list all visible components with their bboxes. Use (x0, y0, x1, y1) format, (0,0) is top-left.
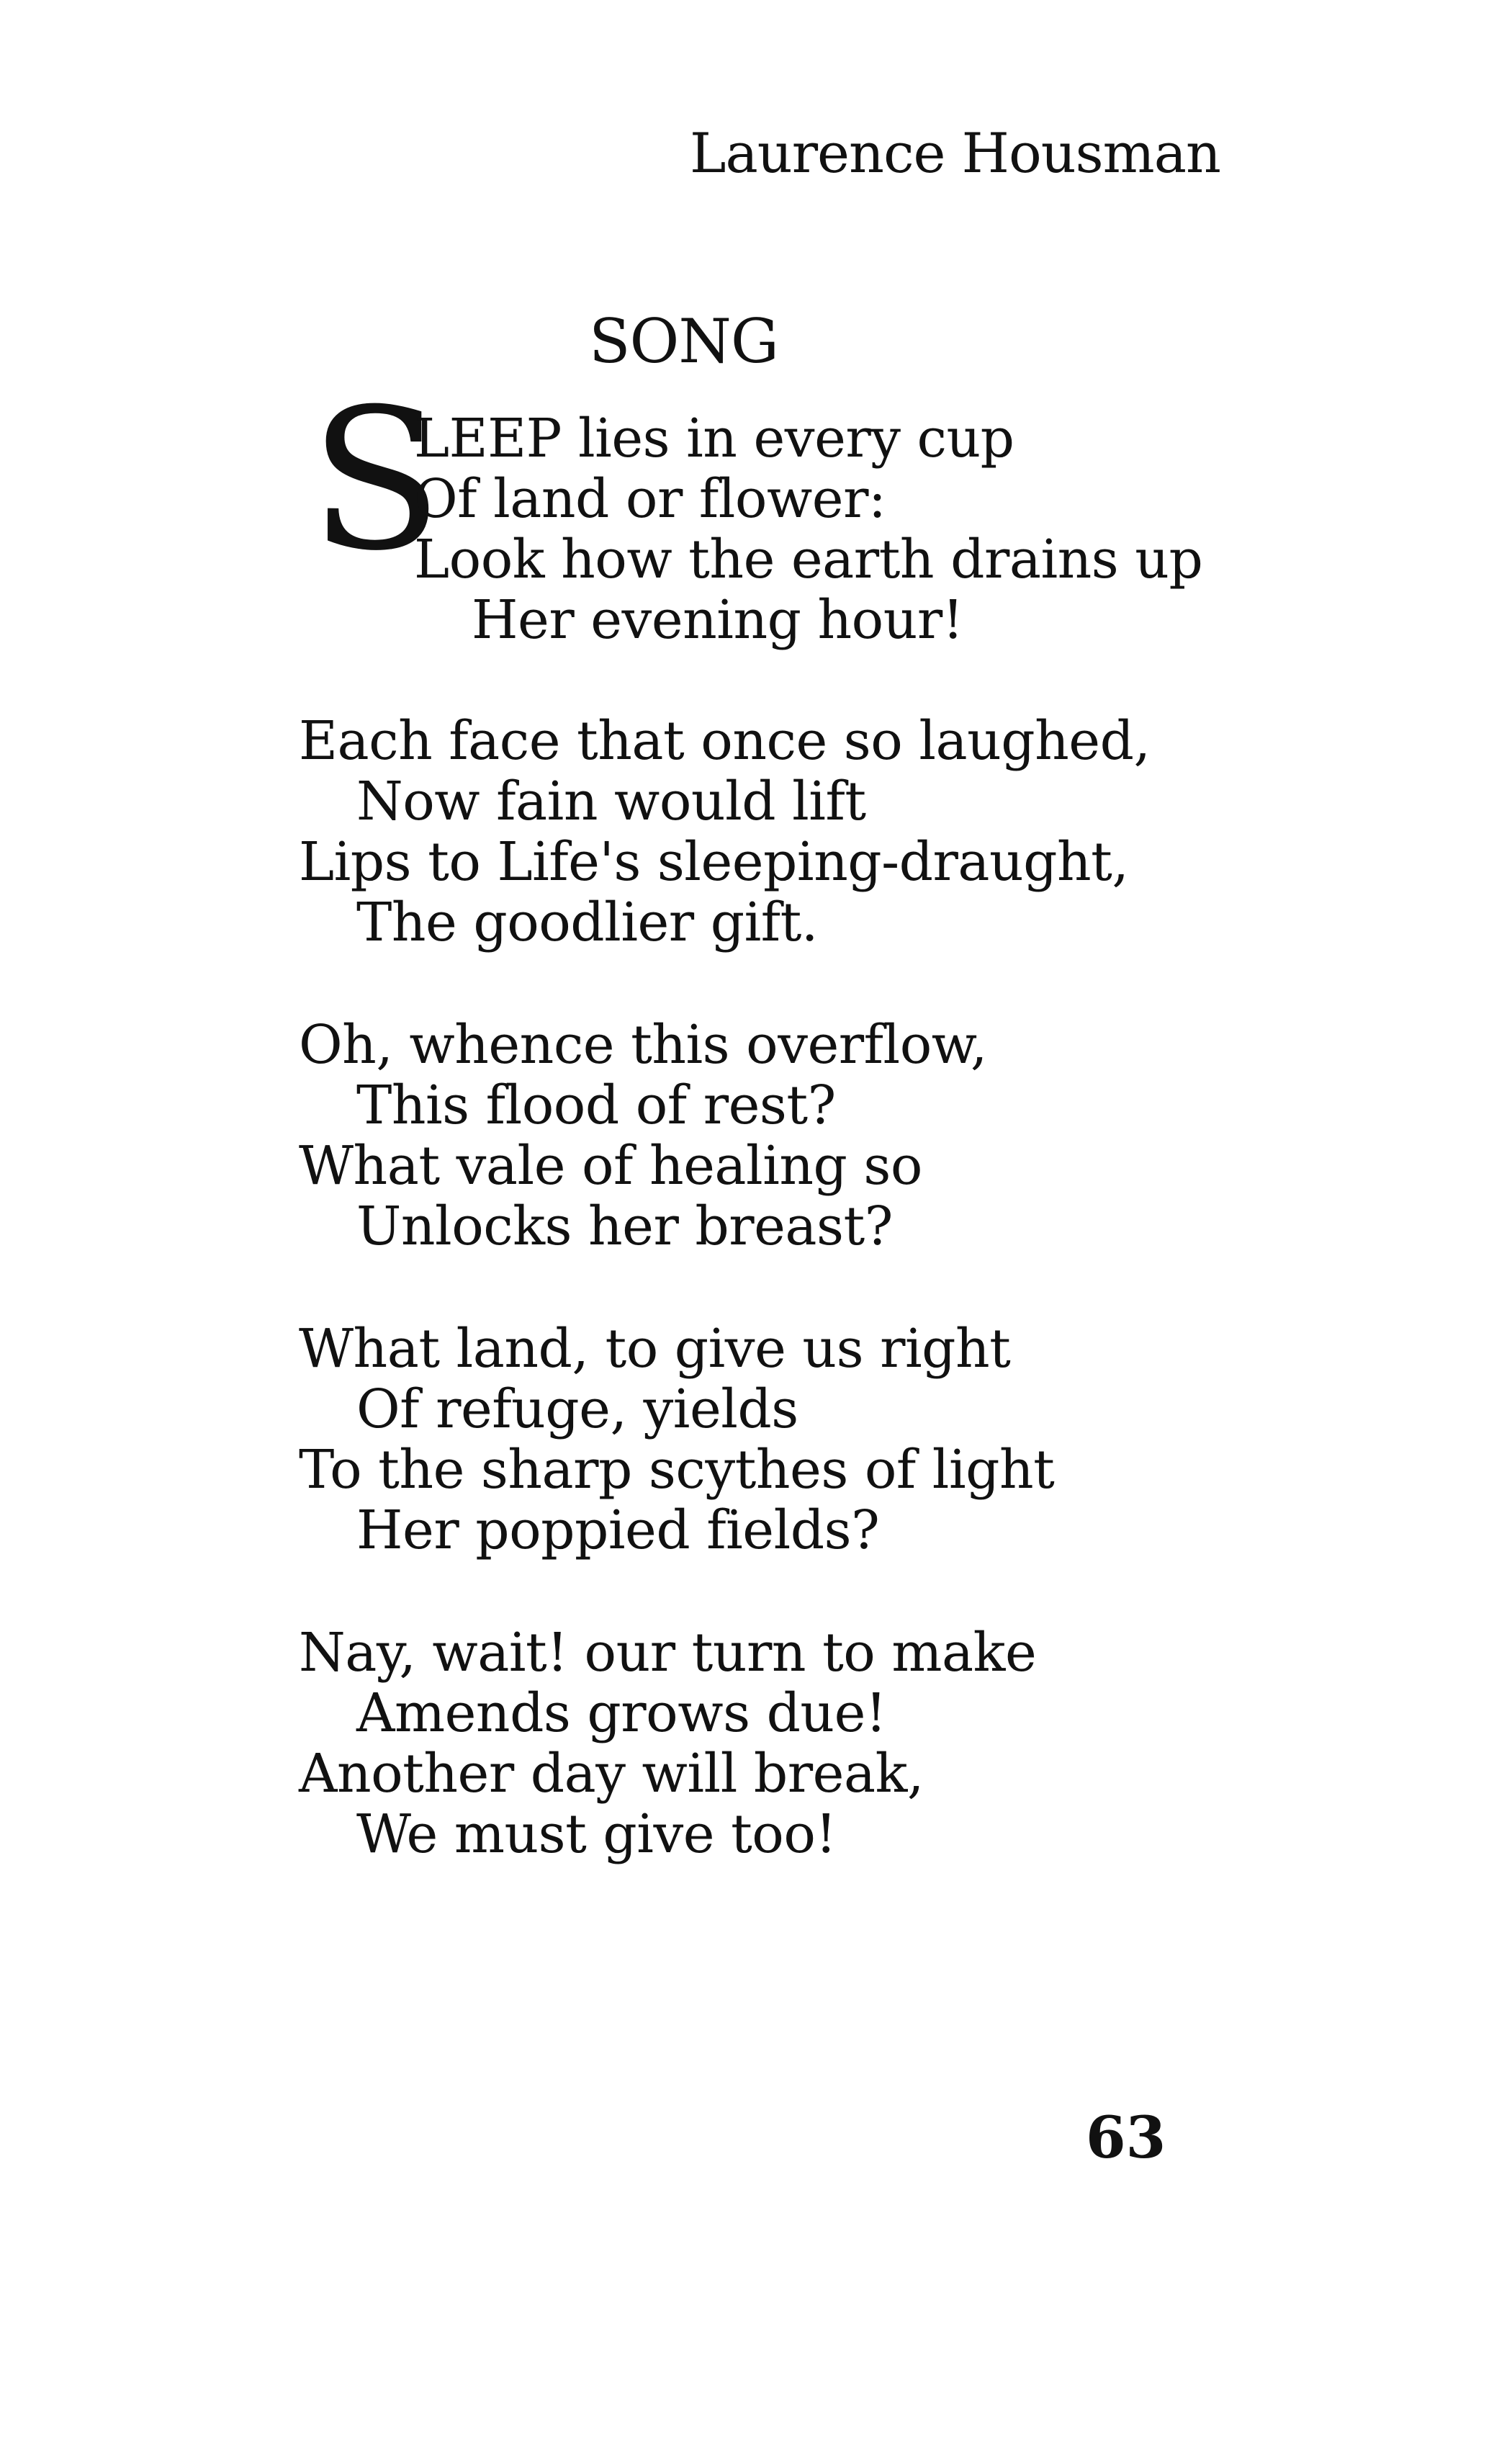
poem-line: Oh, whence this overflow, (299, 1014, 987, 1076)
poem-line: What land, to give us right (299, 1318, 1011, 1380)
poem-line: Unlocks her breast? (356, 1195, 893, 1257)
poem-line: Each face that once so laughed, (299, 710, 1151, 772)
poem-line: Of refuge, yields (356, 1378, 798, 1440)
poem-line: The goodlier gift. (356, 892, 818, 953)
poem-line: We must give too! (356, 1803, 837, 1865)
page-number: 63 (1086, 2104, 1166, 2171)
poem-line: Her poppied fields? (356, 1499, 880, 1561)
poem-line: Now fain would lift (356, 771, 866, 832)
poem-line: Lips to Life's sleeping-draught, (299, 831, 1129, 893)
poem-line: Another day will break, (299, 1743, 924, 1805)
poem-line: To the sharp scythes of light (299, 1439, 1055, 1501)
poem-line: Of land or flower: (414, 468, 886, 530)
running-header-author: Laurence Housman (690, 121, 1220, 185)
poem-title: SONG (589, 306, 779, 377)
poem-line: Amends grows due! (356, 1682, 887, 1744)
poem-line: Nay, wait! our turn to make (299, 1622, 1037, 1684)
poem-line: What vale of healing so (299, 1135, 922, 1197)
poem-line: LEEP lies in every cup (414, 408, 1014, 470)
poem-line: Look how the earth drains up (414, 529, 1203, 591)
poem-line: Her evening hour! (472, 589, 963, 651)
drop-cap: S (310, 367, 443, 593)
poem-line: This flood of rest? (356, 1074, 836, 1136)
